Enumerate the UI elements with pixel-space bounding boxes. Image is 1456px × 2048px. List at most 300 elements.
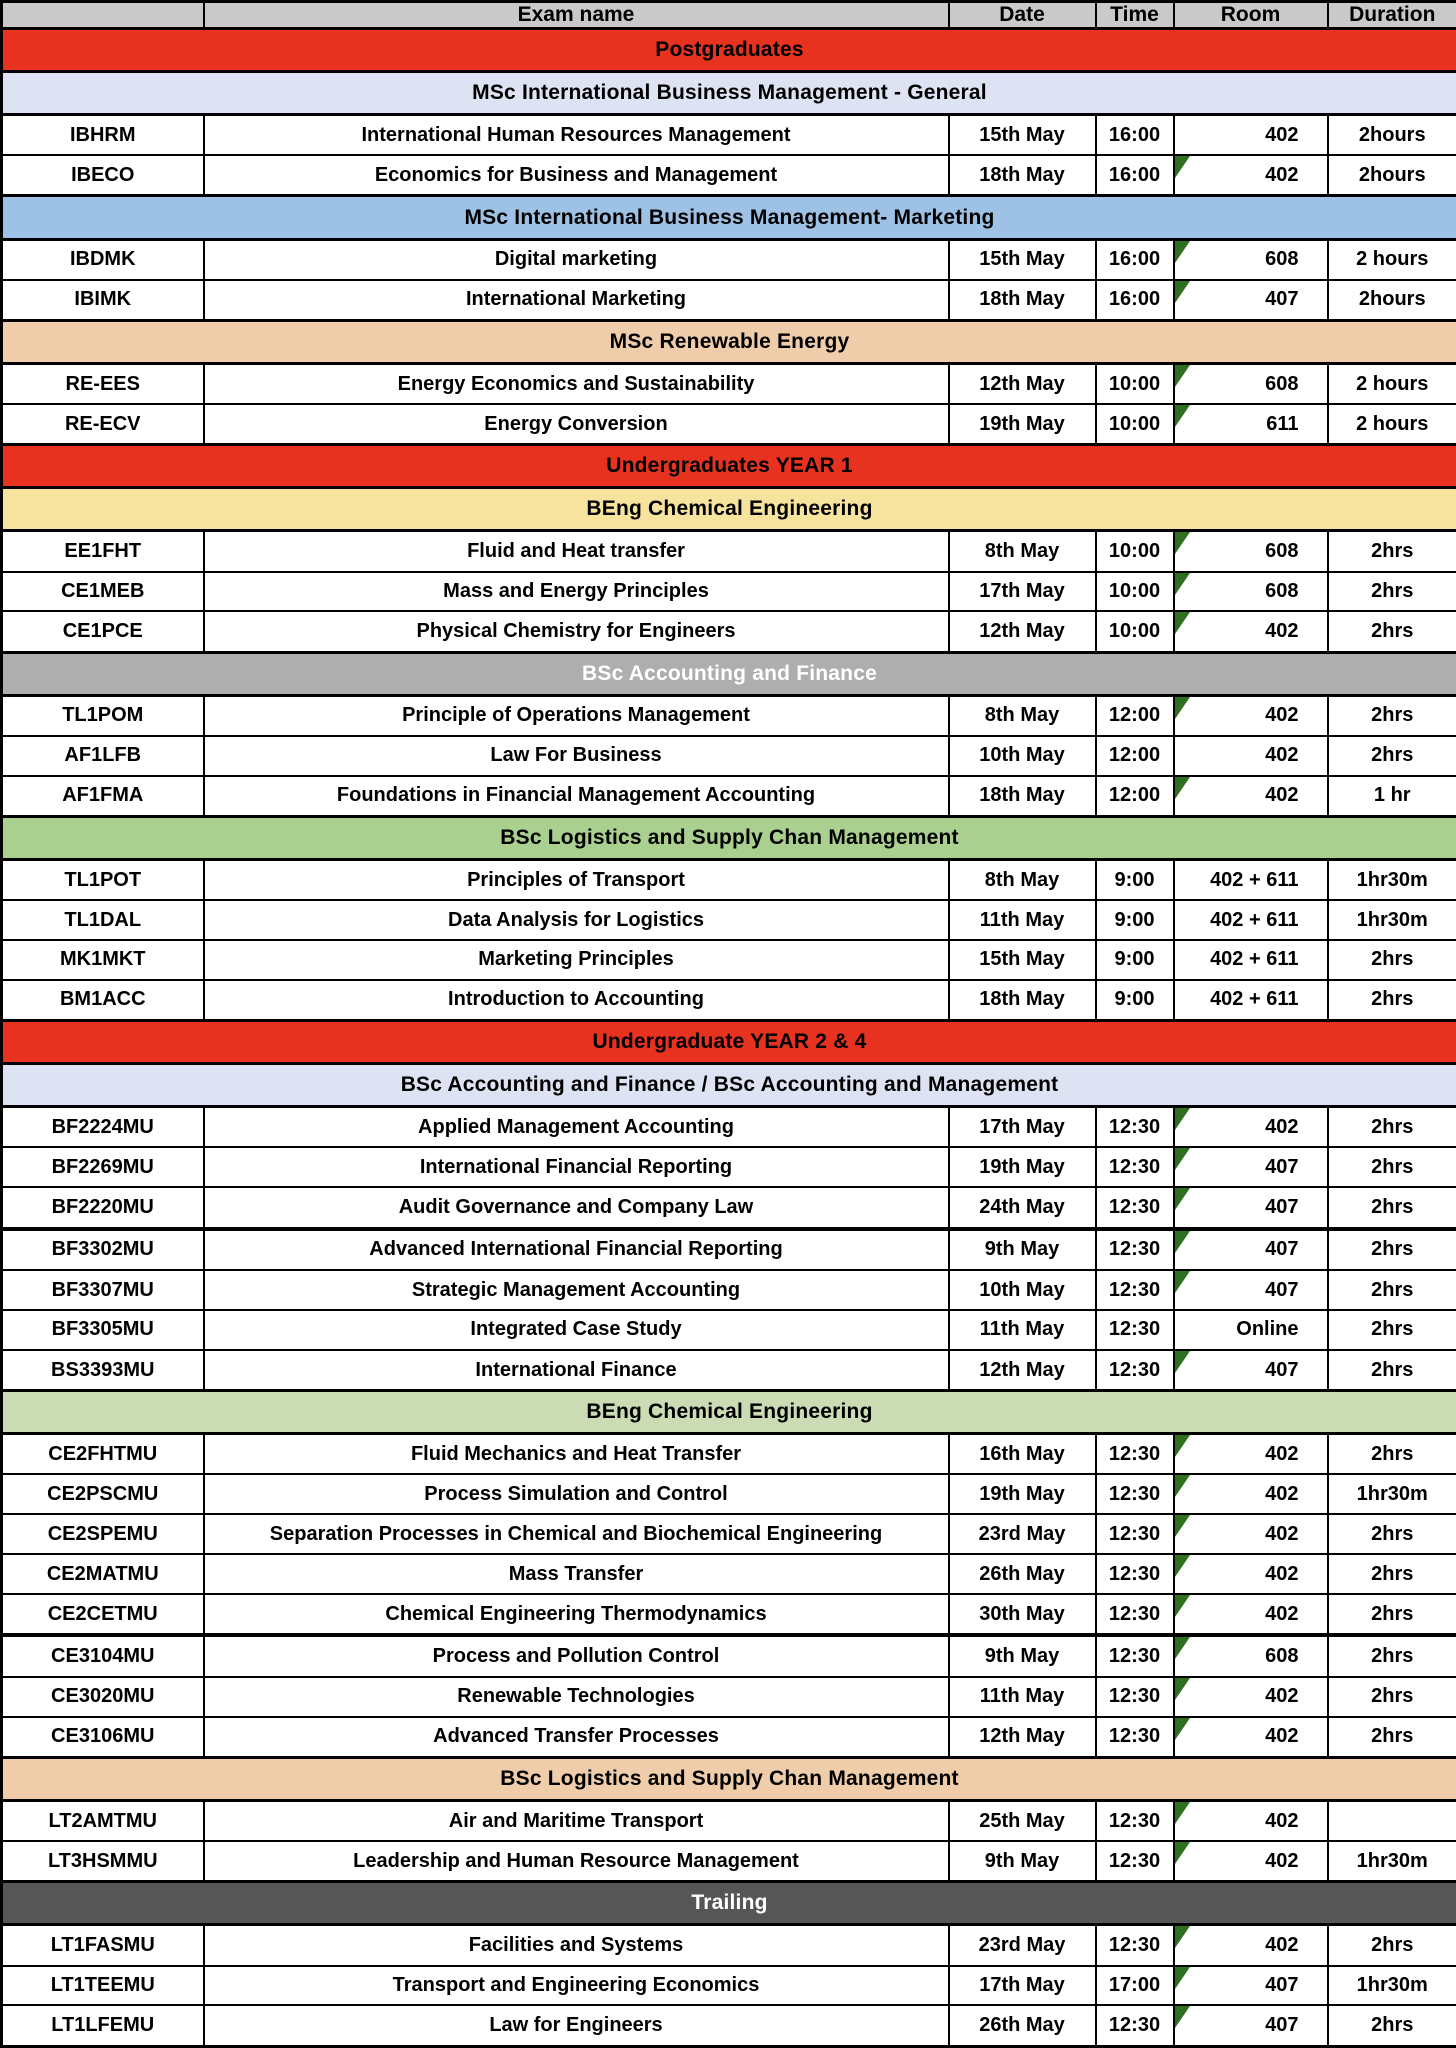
- duration-cell[interactable]: 2hrs: [1328, 1270, 1456, 1310]
- date-cell[interactable]: 12th May: [949, 1350, 1096, 1391]
- section-header-row: [2, 488, 1456, 531]
- time-cell[interactable]: 10:00: [1096, 531, 1174, 572]
- duration-cell[interactable]: 1hr30m: [1328, 900, 1456, 940]
- time-cell[interactable]: 12:30: [1096, 1677, 1174, 1717]
- time-cell[interactable]: 9:00: [1096, 900, 1174, 940]
- room-value: 407: [1265, 2014, 1299, 2037]
- comment-flag-icon: [1175, 532, 1190, 554]
- exam-code-cell[interactable]: CE3020MU: [2, 1677, 204, 1717]
- exam-name-cell[interactable]: Air and Maritime Transport: [204, 1801, 949, 1842]
- time-cell[interactable]: 12:30: [1096, 1635, 1174, 1676]
- section-header-label[interactable]: Undergraduate YEAR 2 & 4: [2, 1021, 1456, 1064]
- exam-name-cell[interactable]: Principles of Transport: [204, 859, 949, 900]
- exam-name-cell[interactable]: Law for Engineers: [204, 2005, 949, 2046]
- duration-cell[interactable]: 2hrs: [1328, 2005, 1456, 2046]
- time-cell[interactable]: 12:30: [1096, 1841, 1174, 1882]
- room-cell[interactable]: [1174, 1925, 1328, 1966]
- exam-code-cell[interactable]: LT3HSMMU: [2, 1841, 204, 1882]
- time-cell[interactable]: 17:00: [1096, 1966, 1174, 2006]
- room-value: 407: [1265, 1974, 1299, 1997]
- time-cell[interactable]: 12:30: [1096, 1270, 1174, 1310]
- exam-name-cell[interactable]: International Human Resources Management: [204, 115, 949, 156]
- date-cell[interactable]: 11th May: [949, 900, 1096, 940]
- date-cell[interactable]: 25th May: [949, 1801, 1096, 1842]
- column-header-date[interactable]: Date: [949, 2, 1096, 29]
- room-cell[interactable]: [1174, 1350, 1328, 1391]
- section-header-label[interactable]: Trailing: [2, 1882, 1456, 1925]
- room-cell[interactable]: [1174, 115, 1328, 156]
- duration-cell[interactable]: 2hrs: [1328, 572, 1456, 612]
- room-value: 608: [1265, 580, 1299, 603]
- comment-flag-icon: [1175, 241, 1190, 263]
- exam-code-cell[interactable]: BF3305MU: [2, 1310, 204, 1350]
- duration-cell[interactable]: 2hrs: [1328, 736, 1456, 776]
- exam-code-cell[interactable]: CE2CETMU: [2, 1594, 204, 1635]
- table-row: [2, 280, 1456, 321]
- room-cell[interactable]: [1174, 531, 1328, 572]
- date-cell[interactable]: 9th May: [949, 1635, 1096, 1676]
- room-cell[interactable]: [1174, 736, 1328, 776]
- duration-cell[interactable]: 2hrs: [1328, 1147, 1456, 1187]
- room-value: 402: [1265, 1522, 1299, 1545]
- time-cell[interactable]: 9:00: [1096, 980, 1174, 1021]
- exam-code-cell[interactable]: CE1MEB: [2, 572, 204, 612]
- exam-code-cell[interactable]: LT1FASMU: [2, 1925, 204, 1966]
- room-value: 608: [1265, 372, 1299, 395]
- duration-cell[interactable]: 2hrs: [1328, 1107, 1456, 1148]
- table-row: [2, 1635, 1456, 1676]
- time-cell[interactable]: 12:30: [1096, 1229, 1174, 1270]
- duration-cell[interactable]: 1hr30m: [1328, 1841, 1456, 1882]
- duration-cell[interactable]: 2hrs: [1328, 695, 1456, 736]
- room-cell[interactable]: [1174, 1107, 1328, 1148]
- room-cell[interactable]: [1174, 1717, 1328, 1758]
- exam-code-cell[interactable]: CE2MATMU: [2, 1554, 204, 1594]
- exam-name-cell[interactable]: Advanced International Financial Reporting: [204, 1229, 949, 1270]
- exam-code-cell[interactable]: BF3302MU: [2, 1229, 204, 1270]
- duration-cell[interactable]: 2hours: [1328, 155, 1456, 196]
- exam-code-cell[interactable]: CE2SPEMU: [2, 1514, 204, 1554]
- duration-cell[interactable]: 1hr30m: [1328, 859, 1456, 900]
- table-row: [2, 611, 1456, 652]
- column-header-time[interactable]: Time: [1096, 2, 1174, 29]
- date-cell[interactable]: 18th May: [949, 280, 1096, 321]
- exam-code-cell[interactable]: BF2224MU: [2, 1107, 204, 1148]
- section-header-row: [2, 29, 1456, 72]
- exam-name-cell[interactable]: Audit Governance and Company Law: [204, 1187, 949, 1228]
- duration-cell[interactable]: 1hr30m: [1328, 1966, 1456, 2006]
- exam-name-cell[interactable]: Mass and Energy Principles: [204, 572, 949, 612]
- exam-name-cell[interactable]: Transport and Engineering Economics: [204, 1966, 949, 2006]
- table-row: [2, 1801, 1456, 1842]
- table-row: [2, 1717, 1456, 1758]
- exam-name-cell[interactable]: Chemical Engineering Thermodynamics: [204, 1594, 949, 1635]
- room-cell[interactable]: [1174, 1841, 1328, 1882]
- date-cell[interactable]: 17th May: [949, 572, 1096, 612]
- exam-name-cell[interactable]: Energy Economics and Sustainability: [204, 363, 949, 404]
- room-value: 402: [1265, 123, 1299, 146]
- duration-cell[interactable]: [1328, 1801, 1456, 1842]
- date-cell[interactable]: 12th May: [949, 611, 1096, 652]
- exam-code-cell[interactable]: IBHRM: [2, 115, 204, 156]
- room-value: 402: [1265, 1685, 1299, 1708]
- duration-cell[interactable]: 2hrs: [1328, 1187, 1456, 1228]
- table-row: [2, 239, 1456, 280]
- column-header-row: [2, 2, 1456, 29]
- room-cell[interactable]: [1174, 1187, 1328, 1228]
- exam-code-cell[interactable]: AF1FMA: [2, 776, 204, 817]
- exam-code-cell[interactable]: CE3106MU: [2, 1717, 204, 1758]
- room-cell[interactable]: [1174, 1310, 1328, 1350]
- date-cell[interactable]: 24th May: [949, 1187, 1096, 1228]
- room-cell[interactable]: [1174, 695, 1328, 736]
- table-row: [2, 1925, 1456, 1966]
- time-cell[interactable]: 16:00: [1096, 115, 1174, 156]
- room-value: 407: [1265, 1278, 1299, 1301]
- column-header-duration[interactable]: Duration: [1328, 2, 1456, 29]
- exam-name-cell[interactable]: Fluid and Heat transfer: [204, 531, 949, 572]
- exam-name-cell[interactable]: International Finance: [204, 1350, 949, 1391]
- duration-cell[interactable]: 1 hr: [1328, 776, 1456, 817]
- exam-code-cell[interactable]: EE1FHT: [2, 531, 204, 572]
- section-header-row: [2, 196, 1456, 239]
- date-cell[interactable]: 18th May: [949, 776, 1096, 817]
- room-value: 402: [1265, 1933, 1299, 1956]
- comment-flag-icon: [1175, 1188, 1190, 1210]
- table-row: [2, 736, 1456, 776]
- exam-code-cell[interactable]: RE-EES: [2, 363, 204, 404]
- duration-cell[interactable]: 2hours: [1328, 115, 1456, 156]
- exam-code-cell[interactable]: IBIMK: [2, 280, 204, 321]
- room-cell[interactable]: [1174, 1270, 1328, 1310]
- time-cell[interactable]: 16:00: [1096, 280, 1174, 321]
- room-cell[interactable]: [1174, 280, 1328, 321]
- table-row: [2, 1594, 1456, 1635]
- date-cell[interactable]: 19th May: [949, 1474, 1096, 1514]
- duration-cell[interactable]: 2 hours: [1328, 363, 1456, 404]
- exam-name-cell[interactable]: Separation Processes in Chemical and Biochemical Engineering: [204, 1514, 949, 1554]
- room-value: 402: [1265, 784, 1299, 807]
- room-cell[interactable]: [1174, 1677, 1328, 1717]
- room-value: 402: [1265, 1482, 1299, 1505]
- date-cell[interactable]: 26th May: [949, 2005, 1096, 2046]
- date-cell[interactable]: 12th May: [949, 363, 1096, 404]
- exam-name-cell[interactable]: Applied Management Accounting: [204, 1107, 949, 1148]
- room-cell[interactable]: [1174, 1594, 1328, 1635]
- date-cell[interactable]: 26th May: [949, 1554, 1096, 1594]
- exam-name-cell[interactable]: Integrated Case Study: [204, 1310, 949, 1350]
- room-value: 402: [1265, 620, 1299, 643]
- exam-name-cell[interactable]: Digital marketing: [204, 239, 949, 280]
- room-cell[interactable]: [1174, 1554, 1328, 1594]
- column-header-exam-name[interactable]: Exam name: [204, 2, 949, 29]
- duration-cell[interactable]: 2hrs: [1328, 1434, 1456, 1475]
- exam-code-cell[interactable]: MK1MKT: [2, 940, 204, 980]
- exam-name-cell[interactable]: Data Analysis for Logistics: [204, 900, 949, 940]
- comment-flag-icon: [1175, 573, 1190, 595]
- time-cell[interactable]: 16:00: [1096, 239, 1174, 280]
- duration-cell[interactable]: 2hrs: [1328, 1554, 1456, 1594]
- date-cell[interactable]: 19th May: [949, 404, 1096, 445]
- room-value: 402 + 611: [1210, 908, 1299, 931]
- time-cell[interactable]: 9:00: [1096, 940, 1174, 980]
- exam-code-cell[interactable]: RE-ECV: [2, 404, 204, 445]
- duration-cell[interactable]: 2hrs: [1328, 531, 1456, 572]
- time-cell[interactable]: 12:30: [1096, 1474, 1174, 1514]
- exam-name-cell[interactable]: Renewable Technologies: [204, 1677, 949, 1717]
- time-cell[interactable]: 12:30: [1096, 1107, 1174, 1148]
- room-cell[interactable]: [1174, 1474, 1328, 1514]
- duration-cell[interactable]: 2hrs: [1328, 611, 1456, 652]
- duration-cell[interactable]: 2hrs: [1328, 1350, 1456, 1391]
- exam-code-cell[interactable]: BM1ACC: [2, 980, 204, 1021]
- room-value: 611: [1266, 412, 1299, 435]
- date-cell[interactable]: 12th May: [949, 1717, 1096, 1758]
- room-value: Online: [1236, 1318, 1299, 1341]
- exam-code-cell[interactable]: LT1LFEMU: [2, 2005, 204, 2046]
- exam-name-cell[interactable]: Economics for Business and Management: [204, 155, 949, 196]
- date-cell[interactable]: 15th May: [949, 115, 1096, 156]
- exam-code-cell[interactable]: TL1POM: [2, 695, 204, 736]
- room-cell[interactable]: [1174, 572, 1328, 612]
- duration-cell[interactable]: 1hr30m: [1328, 1474, 1456, 1514]
- date-cell[interactable]: 10th May: [949, 736, 1096, 776]
- time-cell[interactable]: 10:00: [1096, 572, 1174, 612]
- time-cell[interactable]: 12:30: [1096, 1350, 1174, 1391]
- time-cell[interactable]: 12:30: [1096, 1147, 1174, 1187]
- date-cell[interactable]: 30th May: [949, 1594, 1096, 1635]
- time-cell[interactable]: 12:30: [1096, 1717, 1174, 1758]
- date-cell[interactable]: 10th May: [949, 1270, 1096, 1310]
- room-cell[interactable]: [1174, 1635, 1328, 1676]
- date-cell[interactable]: 9th May: [949, 1841, 1096, 1882]
- room-value: 407: [1265, 1358, 1299, 1381]
- section-header-label[interactable]: BSc Logistics and Supply Chan Management: [2, 816, 1456, 859]
- duration-cell[interactable]: 2hrs: [1328, 1925, 1456, 1966]
- room-cell[interactable]: [1174, 404, 1328, 445]
- table-row: [2, 115, 1456, 156]
- exam-code-cell[interactable]: BF3307MU: [2, 1270, 204, 1310]
- room-cell[interactable]: [1174, 1966, 1328, 2006]
- duration-cell[interactable]: 2hrs: [1328, 1229, 1456, 1270]
- time-cell[interactable]: 10:00: [1096, 363, 1174, 404]
- column-header-room[interactable]: Room: [1174, 2, 1328, 29]
- date-cell[interactable]: 18th May: [949, 980, 1096, 1021]
- exam-code-cell[interactable]: CE3104MU: [2, 1635, 204, 1676]
- duration-cell[interactable]: 2hrs: [1328, 1514, 1456, 1554]
- exam-code-cell[interactable]: LT2AMTMU: [2, 1801, 204, 1842]
- room-value: 402: [1265, 704, 1299, 727]
- time-cell[interactable]: 12:00: [1096, 776, 1174, 817]
- duration-cell[interactable]: 2 hours: [1328, 404, 1456, 445]
- date-cell[interactable]: 23rd May: [949, 1514, 1096, 1554]
- time-cell[interactable]: 12:30: [1096, 1801, 1174, 1842]
- room-cell[interactable]: [1174, 776, 1328, 817]
- comment-flag-icon: [1175, 1967, 1190, 1989]
- room-cell[interactable]: [1174, 859, 1328, 900]
- time-cell[interactable]: 12:30: [1096, 1594, 1174, 1635]
- column-header-blank[interactable]: [2, 2, 204, 29]
- date-cell[interactable]: 16th May: [949, 1434, 1096, 1475]
- room-cell[interactable]: [1174, 611, 1328, 652]
- time-cell[interactable]: 12:00: [1096, 736, 1174, 776]
- duration-cell[interactable]: 2hrs: [1328, 1310, 1456, 1350]
- table-row: [2, 572, 1456, 612]
- exam-name-cell[interactable]: Fluid Mechanics and Heat Transfer: [204, 1434, 949, 1475]
- room-cell[interactable]: [1174, 980, 1328, 1021]
- date-cell[interactable]: 8th May: [949, 531, 1096, 572]
- date-cell[interactable]: 17th May: [949, 1107, 1096, 1148]
- exam-code-cell[interactable]: CE2FHTMU: [2, 1434, 204, 1475]
- comment-flag-icon: [1175, 2006, 1190, 2028]
- section-header-label[interactable]: Undergraduates YEAR 1: [2, 445, 1456, 488]
- section-header-label[interactable]: MSc International Business Management- Marketing: [2, 196, 1456, 239]
- room-cell[interactable]: [1174, 2005, 1328, 2046]
- duration-cell[interactable]: 2 hours: [1328, 239, 1456, 280]
- room-cell[interactable]: [1174, 900, 1328, 940]
- comment-flag-icon: [1175, 1231, 1190, 1253]
- duration-cell[interactable]: 2hrs: [1328, 1635, 1456, 1676]
- time-cell[interactable]: 12:30: [1096, 1187, 1174, 1228]
- exam-name-cell[interactable]: Advanced Transfer Processes: [204, 1717, 949, 1758]
- time-cell[interactable]: 12:00: [1096, 695, 1174, 736]
- section-header-label[interactable]: MSc International Business Management - General: [2, 72, 1456, 115]
- time-cell[interactable]: 16:00: [1096, 155, 1174, 196]
- section-header-row: [2, 1021, 1456, 1064]
- date-cell[interactable]: 17th May: [949, 1966, 1096, 2006]
- table-row: [2, 980, 1456, 1021]
- exam-name-cell[interactable]: International Marketing: [204, 280, 949, 321]
- room-value: 608: [1265, 1645, 1299, 1668]
- section-header-label[interactable]: BSc Accounting and Finance: [2, 652, 1456, 695]
- section-header-label[interactable]: BEng Chemical Engineering: [2, 1391, 1456, 1434]
- date-cell[interactable]: 15th May: [949, 940, 1096, 980]
- section-header-row: [2, 1064, 1456, 1107]
- time-cell[interactable]: 12:30: [1096, 2005, 1174, 2046]
- table-row: [2, 695, 1456, 736]
- comment-flag-icon: [1175, 1678, 1190, 1700]
- time-cell[interactable]: 12:30: [1096, 1554, 1174, 1594]
- duration-cell[interactable]: 2hrs: [1328, 980, 1456, 1021]
- date-cell[interactable]: 19th May: [949, 1147, 1096, 1187]
- time-cell[interactable]: 12:30: [1096, 1925, 1174, 1966]
- room-value: 407: [1265, 1238, 1299, 1261]
- exam-name-cell[interactable]: Strategic Management Accounting: [204, 1270, 949, 1310]
- room-cell[interactable]: [1174, 1514, 1328, 1554]
- table-row: [2, 1147, 1456, 1187]
- time-cell[interactable]: 12:30: [1096, 1310, 1174, 1350]
- room-cell[interactable]: [1174, 363, 1328, 404]
- exam-code-cell[interactable]: TL1DAL: [2, 900, 204, 940]
- time-cell[interactable]: 9:00: [1096, 859, 1174, 900]
- comment-flag-icon: [1175, 1926, 1190, 1948]
- date-cell[interactable]: 11th May: [949, 1310, 1096, 1350]
- date-cell[interactable]: 8th May: [949, 859, 1096, 900]
- duration-cell[interactable]: 2hrs: [1328, 1717, 1456, 1758]
- exam-name-cell[interactable]: Facilities and Systems: [204, 1925, 949, 1966]
- table-row: [2, 1841, 1456, 1882]
- exam-name-cell[interactable]: International Financial Reporting: [204, 1147, 949, 1187]
- time-cell[interactable]: 12:30: [1096, 1514, 1174, 1554]
- comment-flag-icon: [1175, 281, 1190, 303]
- exam-code-cell[interactable]: BF2220MU: [2, 1187, 204, 1228]
- date-cell[interactable]: 23rd May: [949, 1925, 1096, 1966]
- date-cell[interactable]: 15th May: [949, 239, 1096, 280]
- exam-name-cell[interactable]: Marketing Principles: [204, 940, 949, 980]
- exam-code-cell[interactable]: CE2PSCMU: [2, 1474, 204, 1514]
- room-cell[interactable]: [1174, 1801, 1328, 1842]
- section-header-row: [2, 816, 1456, 859]
- section-header-label[interactable]: MSc Renewable Energy: [2, 320, 1456, 363]
- room-value: 402: [1265, 1602, 1299, 1625]
- room-cell[interactable]: [1174, 1229, 1328, 1270]
- table-row: [2, 363, 1456, 404]
- exam-name-cell[interactable]: Process Simulation and Control: [204, 1474, 949, 1514]
- room-cell[interactable]: [1174, 239, 1328, 280]
- exam-code-cell[interactable]: TL1POT: [2, 859, 204, 900]
- exam-name-cell[interactable]: Process and Pollution Control: [204, 1635, 949, 1676]
- table-row: [2, 1187, 1456, 1228]
- section-header-label[interactable]: Postgraduates: [2, 29, 1456, 72]
- room-cell[interactable]: [1174, 1434, 1328, 1475]
- room-value: 402: [1265, 1442, 1299, 1465]
- duration-cell[interactable]: 2hours: [1328, 280, 1456, 321]
- section-header-row: [2, 1391, 1456, 1434]
- exam-name-cell[interactable]: Principle of Operations Management: [204, 695, 949, 736]
- exam-code-cell[interactable]: BS3393MU: [2, 1350, 204, 1391]
- exam-code-cell[interactable]: AF1LFB: [2, 736, 204, 776]
- duration-cell[interactable]: 2hrs: [1328, 1594, 1456, 1635]
- room-value: 608: [1265, 539, 1299, 562]
- room-cell[interactable]: [1174, 155, 1328, 196]
- table-row: [2, 776, 1456, 817]
- date-cell[interactable]: 18th May: [949, 155, 1096, 196]
- duration-cell[interactable]: 2hrs: [1328, 940, 1456, 980]
- room-cell[interactable]: [1174, 1147, 1328, 1187]
- room-value: 402: [1265, 1725, 1299, 1748]
- exam-code-cell[interactable]: IBECO: [2, 155, 204, 196]
- section-header-label[interactable]: BSc Logistics and Supply Chan Management: [2, 1757, 1456, 1800]
- exam-name-cell[interactable]: Mass Transfer: [204, 1554, 949, 1594]
- date-cell[interactable]: 11th May: [949, 1677, 1096, 1717]
- exam-code-cell[interactable]: CE1PCE: [2, 611, 204, 652]
- exam-name-cell[interactable]: Introduction to Accounting: [204, 980, 949, 1021]
- room-value: 402: [1265, 1849, 1299, 1872]
- section-header-label[interactable]: BSc Accounting and Finance / BSc Accounting and Management: [2, 1064, 1456, 1107]
- exam-name-cell[interactable]: Physical Chemistry for Engineers: [204, 611, 949, 652]
- table-row: [2, 2005, 1456, 2046]
- exam-code-cell[interactable]: BF2269MU: [2, 1147, 204, 1187]
- exam-name-cell[interactable]: Law For Business: [204, 736, 949, 776]
- exam-code-cell[interactable]: IBDMK: [2, 239, 204, 280]
- date-cell[interactable]: 9th May: [949, 1229, 1096, 1270]
- comment-flag-icon: [1175, 1637, 1190, 1659]
- exam-name-cell[interactable]: Leadership and Human Resource Management: [204, 1841, 949, 1882]
- time-cell[interactable]: 12:30: [1096, 1434, 1174, 1475]
- room-cell[interactable]: [1174, 940, 1328, 980]
- room-value: 402: [1265, 1562, 1299, 1585]
- time-cell[interactable]: 10:00: [1096, 611, 1174, 652]
- comment-flag-icon: [1175, 1595, 1190, 1617]
- date-cell[interactable]: 8th May: [949, 695, 1096, 736]
- section-header-label[interactable]: BEng Chemical Engineering: [2, 488, 1456, 531]
- comment-flag-icon: [1175, 777, 1190, 799]
- exam-name-cell[interactable]: Energy Conversion: [204, 404, 949, 445]
- exam-code-cell[interactable]: LT1TEEMU: [2, 1966, 204, 2006]
- exam-name-cell[interactable]: Foundations in Financial Management Accounting: [204, 776, 949, 817]
- duration-cell[interactable]: 2hrs: [1328, 1677, 1456, 1717]
- time-cell[interactable]: 10:00: [1096, 404, 1174, 445]
